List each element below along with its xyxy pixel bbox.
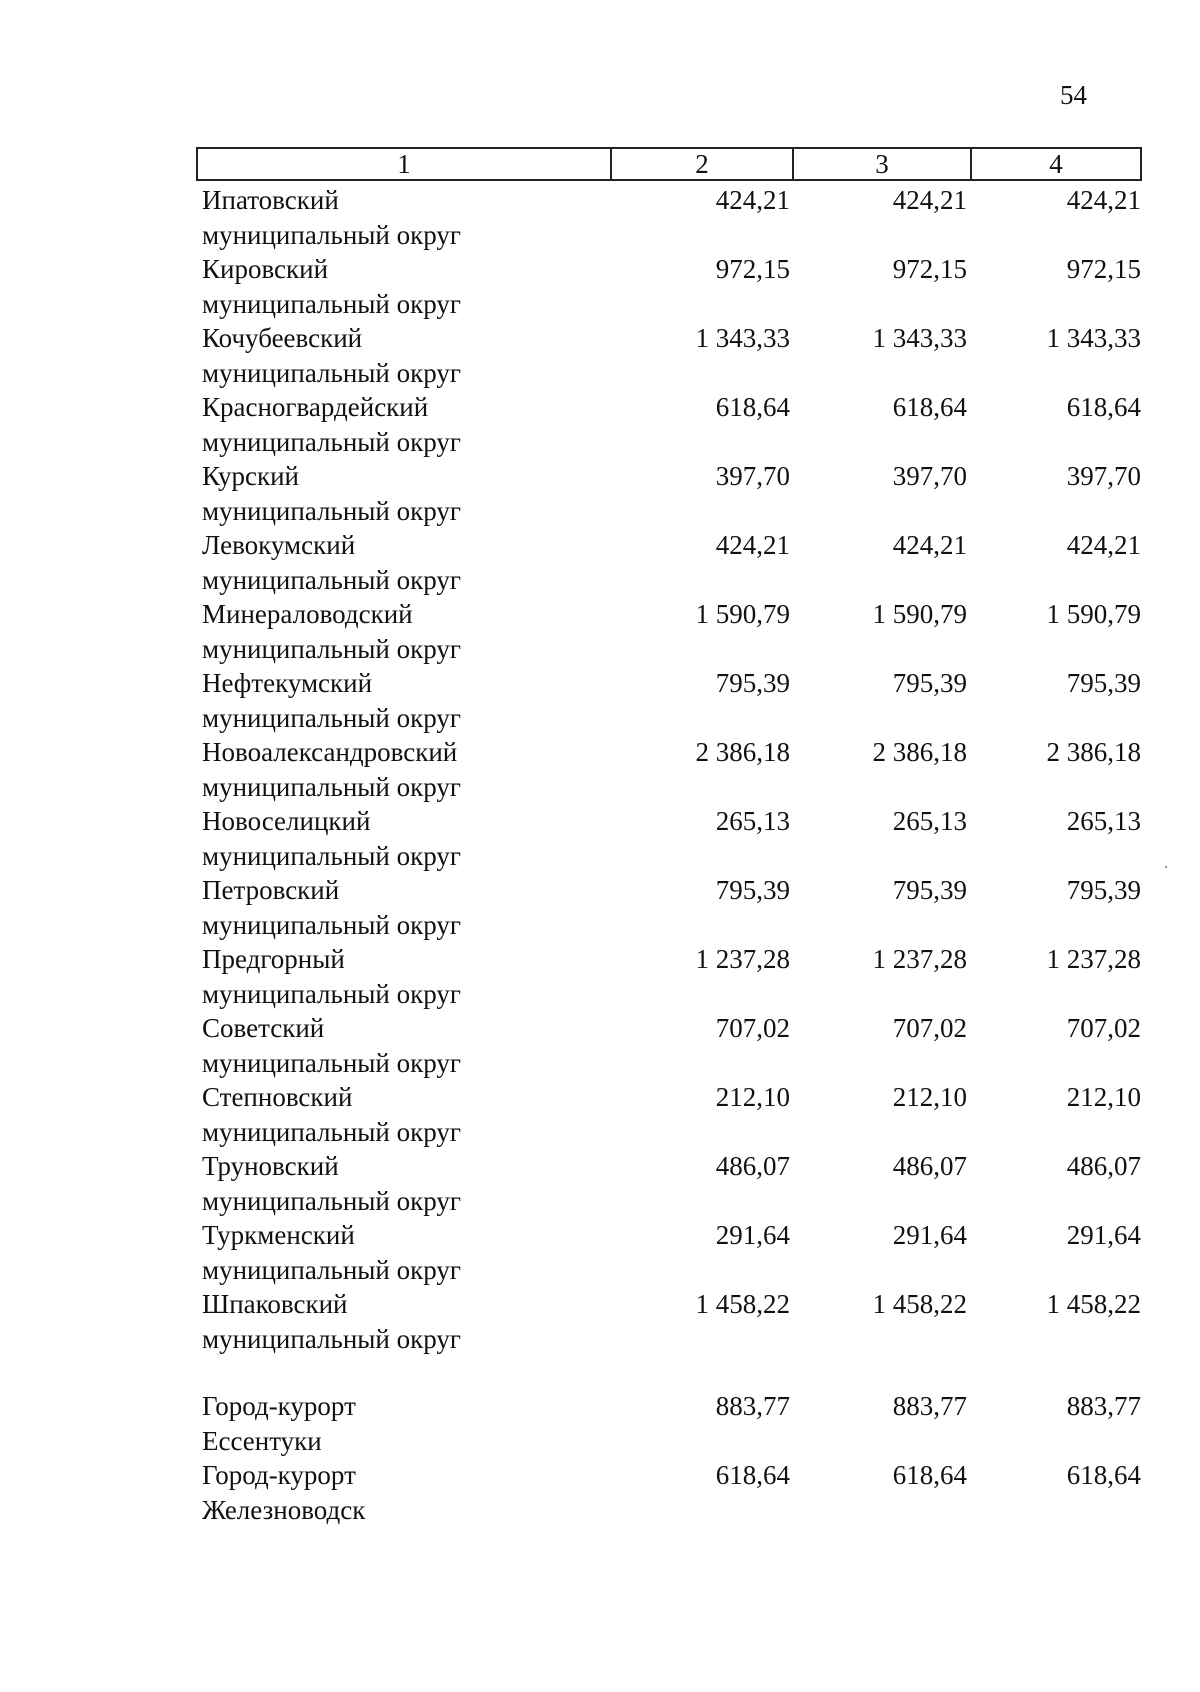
value-c3: 212,10 — [892, 1082, 967, 1112]
table-row — [0, 942, 1200, 1011]
value-c2: 291,64 — [715, 1220, 790, 1250]
table-row — [0, 1218, 1200, 1287]
value-c3: 883,77 — [892, 1391, 967, 1421]
value-c4: 618,64 — [1066, 392, 1141, 422]
value-c4: 1 343,33 — [1046, 323, 1141, 353]
district-name: Кочубеевский муниципальный округ — [202, 323, 461, 388]
district-name: Город-курорт Ессентуки — [202, 1391, 356, 1456]
value-c3: 1 590,79 — [872, 599, 967, 629]
value-c2: 707,02 — [715, 1013, 790, 1043]
value-c2: 795,39 — [715, 875, 790, 905]
table-row — [0, 321, 1200, 390]
value-c4: 1 458,22 — [1046, 1289, 1141, 1319]
value-c4: 397,70 — [1066, 461, 1141, 491]
value-c2: 795,39 — [715, 668, 790, 698]
district-name: Красногвардейский муниципальный округ — [202, 392, 461, 457]
value-c2: 2 386,18 — [695, 737, 790, 767]
value-c2: 486,07 — [715, 1151, 790, 1181]
value-c2: 1 237,28 — [695, 944, 790, 974]
value-c4: 2 386,18 — [1046, 737, 1141, 767]
value-c2: 618,64 — [715, 392, 790, 422]
district-name: Левокумский муниципальный округ — [202, 530, 461, 595]
value-c3: 795,39 — [892, 668, 967, 698]
value-c3: 1 237,28 — [872, 944, 967, 974]
district-name: Минераловодский муниципальный округ — [202, 599, 461, 664]
value-c2: 1 458,22 — [695, 1289, 790, 1319]
header-col-2: 2 — [610, 147, 794, 181]
value-c4: 883,77 — [1066, 1391, 1141, 1421]
value-c3: 1 343,33 — [872, 323, 967, 353]
value-c3: 795,39 — [892, 875, 967, 905]
value-c4: 1 237,28 — [1046, 944, 1141, 974]
header-col-3: 3 — [792, 147, 972, 181]
value-c3: 2 386,18 — [872, 737, 967, 767]
district-name: Туркменский муниципальный округ — [202, 1220, 461, 1285]
value-c2: 424,21 — [715, 185, 790, 215]
value-c4: 291,64 — [1066, 1220, 1141, 1250]
value-c2: 883,77 — [715, 1391, 790, 1421]
value-c3: 265,13 — [892, 806, 967, 836]
district-name: Новоселицкий муниципальный округ — [202, 806, 461, 871]
value-c2: 1 590,79 — [695, 599, 790, 629]
header-col-1: 1 — [196, 147, 612, 181]
table-row — [0, 597, 1200, 666]
district-name: Город-курорт Железноводск — [202, 1460, 366, 1525]
value-c4: 972,15 — [1066, 254, 1141, 284]
value-c3: 486,07 — [892, 1151, 967, 1181]
value-c4: 707,02 — [1066, 1013, 1141, 1043]
value-c3: 972,15 — [892, 254, 967, 284]
value-c3: 618,64 — [892, 1460, 967, 1490]
value-c2: 618,64 — [715, 1460, 790, 1490]
table-row — [0, 666, 1200, 735]
value-c3: 291,64 — [892, 1220, 967, 1250]
value-c4: 795,39 — [1066, 875, 1141, 905]
district-name: Ипатовский муниципальный округ — [202, 185, 461, 250]
value-c3: 424,21 — [892, 530, 967, 560]
value-c4: 424,21 — [1066, 530, 1141, 560]
district-name: Кировский муниципальный округ — [202, 254, 461, 319]
table-row — [0, 459, 1200, 528]
district-name: Степновский муниципальный округ — [202, 1082, 461, 1147]
district-name: Нефтекумский муниципальный округ — [202, 668, 461, 733]
district-name: Советский муниципальный округ — [202, 1013, 461, 1078]
value-c4: 795,39 — [1066, 668, 1141, 698]
table-row — [0, 1080, 1200, 1149]
value-c2: 212,10 — [715, 1082, 790, 1112]
table-row — [0, 735, 1200, 804]
value-c3: 1 458,22 — [872, 1289, 967, 1319]
district-name: Шпаковский муниципальный округ — [202, 1289, 461, 1354]
value-c4: 212,10 — [1066, 1082, 1141, 1112]
page-number: 54 — [1060, 80, 1087, 110]
district-name: Предгорный муниципальный округ — [202, 944, 461, 1009]
value-c4: 486,07 — [1066, 1151, 1141, 1181]
table-row — [0, 1011, 1200, 1080]
value-c3: 707,02 — [892, 1013, 967, 1043]
header-col-4: 4 — [970, 147, 1142, 181]
value-c3: 618,64 — [892, 392, 967, 422]
table-row — [0, 183, 1200, 252]
table-row — [0, 1149, 1200, 1218]
table-row — [0, 1458, 1200, 1527]
district-name: Новоалександровский муниципальный округ — [202, 737, 461, 802]
table-row — [0, 804, 1200, 873]
value-c4: 265,13 — [1066, 806, 1141, 836]
value-c3: 397,70 — [892, 461, 967, 491]
district-name: Труновский муниципальный округ — [202, 1151, 461, 1216]
value-c2: 1 343,33 — [695, 323, 790, 353]
value-c2: 397,70 — [715, 461, 790, 491]
table-row — [0, 1389, 1200, 1458]
district-name: Петровский муниципальный округ — [202, 875, 461, 940]
value-c3: 424,21 — [892, 185, 967, 215]
table-row — [0, 528, 1200, 597]
district-name: Курский муниципальный округ — [202, 461, 461, 526]
table-row — [0, 873, 1200, 942]
value-c2: 265,13 — [715, 806, 790, 836]
table-row — [0, 1287, 1200, 1356]
value-c4: 618,64 — [1066, 1460, 1141, 1490]
value-c4: 424,21 — [1066, 185, 1141, 215]
table-row — [0, 252, 1200, 321]
value-c2: 972,15 — [715, 254, 790, 284]
value-c4: 1 590,79 — [1046, 599, 1141, 629]
table-row — [0, 390, 1200, 459]
value-c2: 424,21 — [715, 530, 790, 560]
scan-artifact — [1165, 866, 1167, 868]
